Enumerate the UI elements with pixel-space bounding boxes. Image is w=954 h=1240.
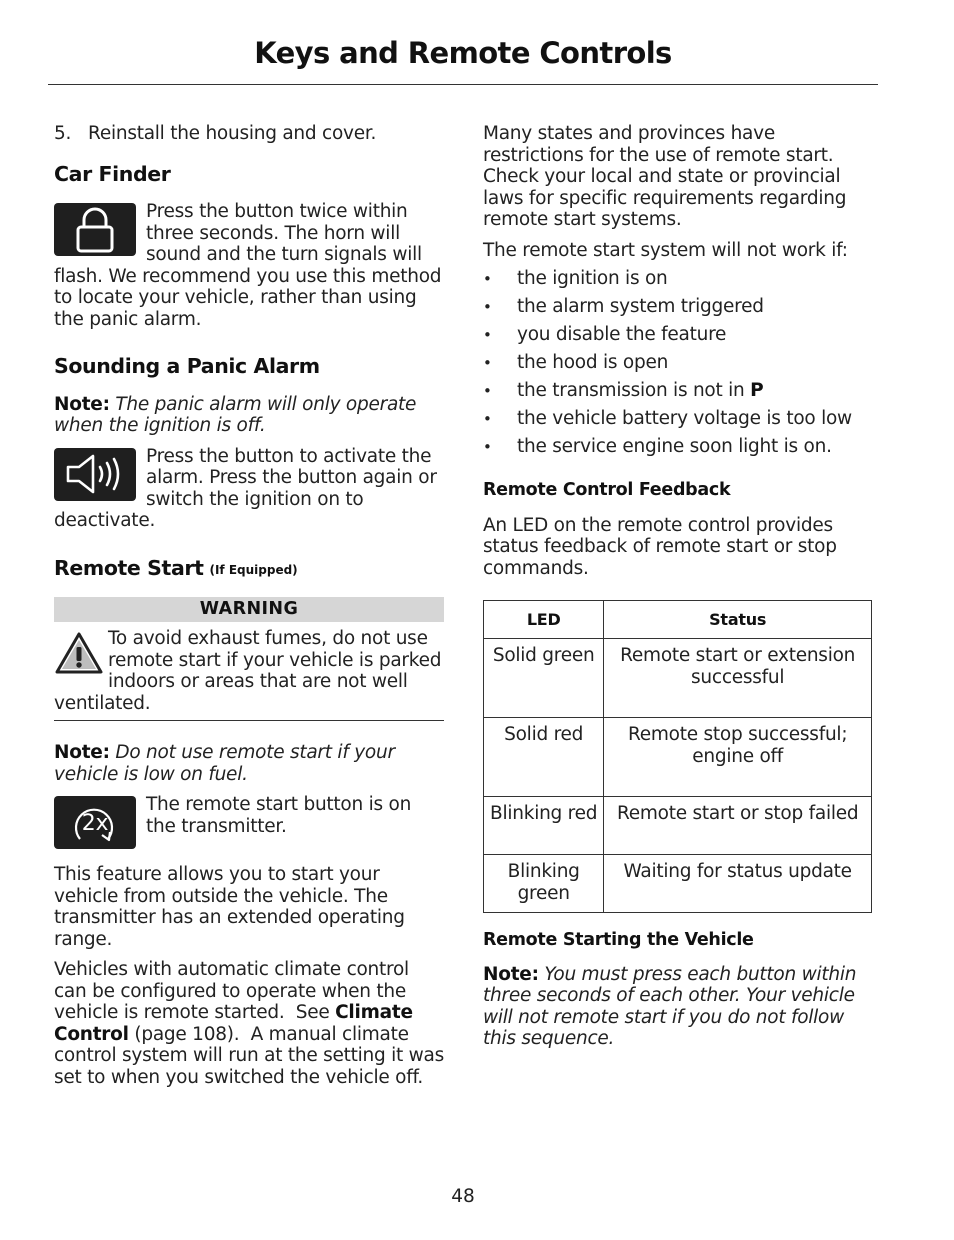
- car-finder-text: Press the button twice within three seconds. The horn will sound and the turn signals will flash. We recommend you use this method to locate your vehicle, rather than using the panic alarm.: [54, 201, 442, 330]
- list-item: [483, 433, 873, 461]
- list-item: [483, 321, 873, 349]
- led-status-table: [483, 600, 872, 913]
- page-title: Keys and Remote Controls: [254, 36, 672, 70]
- feedback-heading: Remote Control Feedback: [483, 480, 731, 500]
- table-row: [484, 718, 872, 797]
- climate-text-before: Vehicles with automatic climate control can be configured to operate when the vehicle is remote started. See: [54, 959, 409, 1023]
- panic-note-text: The panic alarm will only operate when the ignition is off.: [54, 393, 417, 436]
- list-item-text: the vehicle battery voltage is too low: [517, 408, 852, 429]
- park-gear-label: P: [750, 380, 764, 401]
- remote-start-heading-text: Remote Start: [54, 555, 204, 580]
- remote-start-button-text: The remote start button is on the transmitter.: [146, 794, 412, 837]
- status-cell: Waiting for status update: [604, 855, 872, 913]
- left-column: [54, 120, 444, 1088]
- car-finder-heading: Car Finder: [54, 161, 171, 186]
- warning-text: To avoid exhaust fumes, do not use remote start if your vehicle is parked indoors or areas that are not well ventilated.: [54, 628, 442, 714]
- bullet-dot: •: [483, 298, 492, 316]
- remote-start-2x-icon: [54, 796, 136, 849]
- bullet-dot: •: [483, 438, 492, 456]
- led-cell: Solid green: [484, 639, 604, 718]
- list-item-text: the alarm system triggered: [517, 296, 764, 317]
- not-work-intro: The remote start system will not work if:: [483, 239, 848, 261]
- panic-section: [54, 446, 444, 532]
- car-finder-section: [54, 201, 444, 330]
- list-item-text: the transmission is not in: [517, 380, 751, 401]
- list-item: [483, 349, 873, 377]
- list-item-text: you disable the feature: [517, 324, 727, 345]
- panic-text: Press the button to activate the alarm. Press the button again or switch the ignition on to deactivate.: [54, 445, 437, 531]
- remote-starting-note-text: You must press each button within three seconds of each other. Your vehicle will not remote start if you do not follow this sequence.: [483, 963, 857, 1049]
- right-column: [483, 120, 873, 1050]
- step-5: 5. Reinstall the housing and cover.: [54, 123, 377, 144]
- fuel-note-text: Do not use remote start if your vehicle is low on fuel.: [54, 742, 395, 785]
- status-cell: Remote start or extension successful: [604, 639, 872, 718]
- list-item: [483, 293, 873, 321]
- climate-text: [54, 959, 444, 1088]
- status-cell: Remote start or stop failed: [604, 797, 872, 855]
- led-cell: Blinking green: [484, 855, 604, 913]
- remote-start-heading: [54, 555, 444, 582]
- speaker-horn-icon: [54, 448, 136, 501]
- not-work-list: [483, 265, 873, 461]
- list-item-text: the service engine soon light is on.: [517, 436, 832, 457]
- fuel-note: [54, 742, 444, 785]
- panic-note: [54, 394, 444, 437]
- list-item-text: the hood is open: [517, 352, 669, 373]
- remote-start-button-section: [54, 794, 444, 851]
- remote-start-2x-label: 2x: [81, 810, 109, 836]
- list-item: [483, 265, 873, 293]
- note-label: Note:: [483, 963, 539, 985]
- feature-text: This feature allows you to start your vehicle from outside the vehicle. The transmitter has an extended operating range.: [54, 864, 405, 950]
- warning-triangle-icon: [54, 630, 104, 676]
- remote-starting-note: [483, 964, 873, 1050]
- table-row: [484, 855, 872, 913]
- bullet-dot: •: [483, 410, 492, 428]
- list-item-text: the ignition is on: [517, 268, 668, 289]
- bullet-dot: •: [483, 354, 492, 372]
- warning-body: [54, 628, 444, 714]
- remote-starting-heading: Remote Starting the Vehicle: [483, 930, 754, 950]
- warning-divider: [54, 720, 444, 721]
- warning-bar: WARNING: [54, 597, 444, 622]
- list-item: [483, 377, 873, 405]
- panic-alarm-heading: Sounding a Panic Alarm: [54, 354, 320, 378]
- if-equipped-label: (If Equipped): [209, 562, 298, 577]
- feedback-text: An LED on the remote control provides status feedback of remote start or stop commands.: [483, 514, 837, 579]
- note-label: Note:: [54, 742, 110, 763]
- bullet-dot: •: [483, 382, 492, 400]
- bullet-dot: •: [483, 270, 492, 288]
- note-label: Note:: [54, 393, 110, 415]
- climate-control-link[interactable]: Climate Control: [54, 1002, 413, 1045]
- title-divider: [48, 84, 878, 85]
- table-row: [484, 797, 872, 855]
- status-column-header: Status: [604, 601, 872, 639]
- restrictions-text: Many states and provinces have restrictions for the use of remote start. Check your local and state or provincial laws for specific requirements regarding remote start systems.: [483, 123, 847, 230]
- led-cell: Solid red: [484, 718, 604, 797]
- table-header-row: [484, 601, 872, 639]
- page-number: 48: [451, 1186, 475, 1207]
- table-row: [484, 639, 872, 718]
- bullet-dot: •: [483, 326, 492, 344]
- climate-text-after: (page 108). A manual climate control system will run at the setting it was set to when you switched the vehicle off.: [54, 1023, 444, 1088]
- lock-icon: [54, 203, 136, 256]
- list-item: [483, 405, 873, 433]
- status-cell: Remote stop successful; engine off: [604, 718, 872, 797]
- led-column-header: LED: [484, 601, 604, 639]
- led-cell: Blinking red: [484, 797, 604, 855]
